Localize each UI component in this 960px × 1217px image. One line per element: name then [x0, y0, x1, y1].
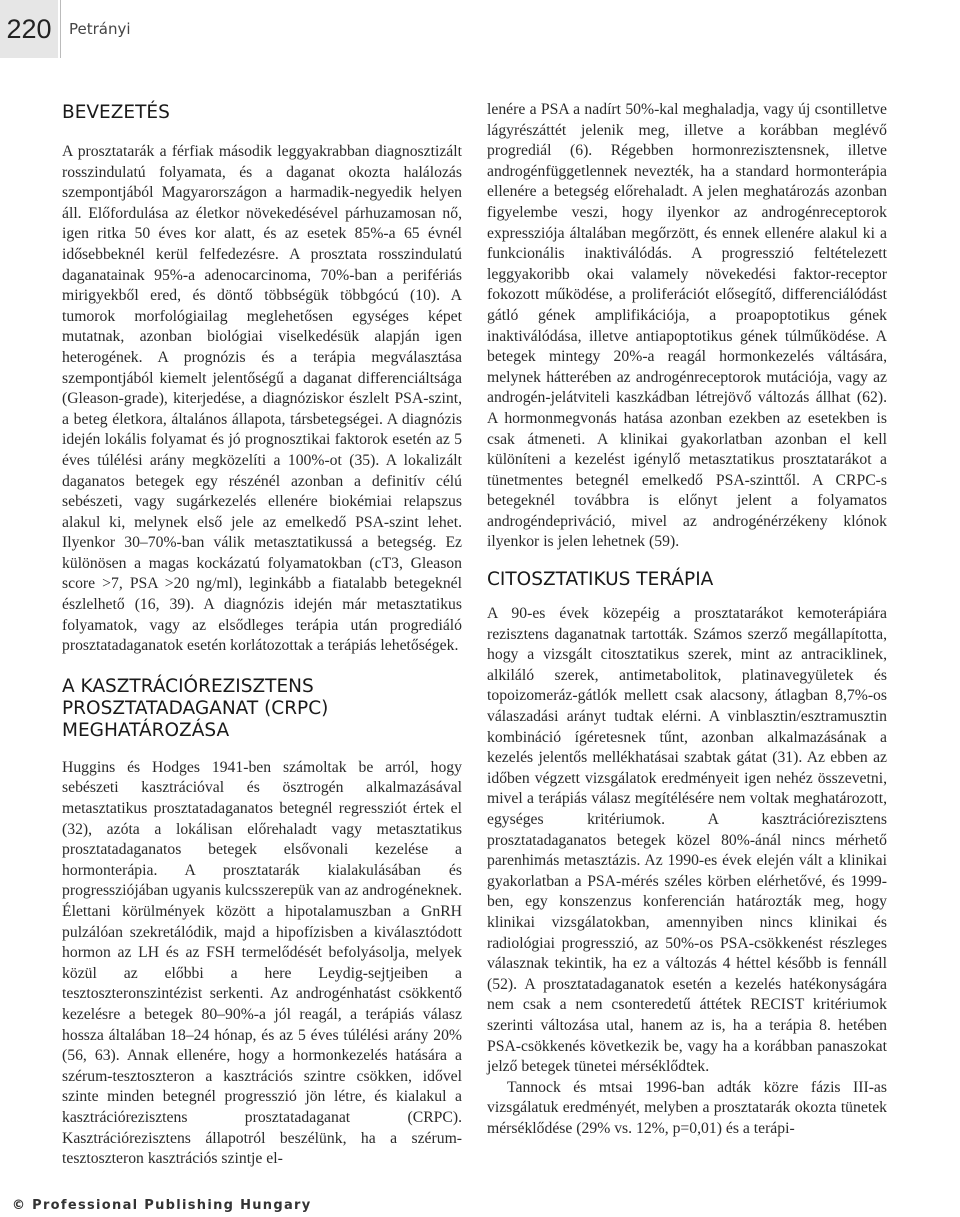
- paragraph-citosztatikus: A 90-es évek közepéig a prosztatarákot kemoterápiára rezisztens daganatnak tartották. Számos szerző megállapította, hogy a vizsgált citosztatikus szerek, mint az antraciklinek, alkiláló szerek, antimetabolitok, platinavegyületek és topoizomeráz-gátlók mellett csak alacsony, átlagban 8,7%-os válaszadási arányt tudtak elérni. A vinblasztin/esztramusztin kombináció ígéretesnek tűnt, azonban alkalmazásának a kezelés jelentős mellékhatásai szabtak gátat (31). Az ebben az időben végzett vizsgálatok eredményeit igen nehéz összevetni, mivel a terápiás válasz megítélésére nem voltak meghatározott, egységes kritériumok. A kasztrációrezisztens prosztatadaganatos betegek közel 80%-ánál nincs mérhető parenhimás metasztázis. Az 1990-es évek elején vált a klinikai gyakorlatban a PSA-mérés széles körben elérhetővé, és 1999-ben, egy konszenzus konferencián határozták meg, hogy klinikai vizsgálatokban, amennyiben nincs klinikai és radiológiai progresszió, az 50%-os PSA-csökkenést részleges válasznak tekintik, ha ez a változás 4 héttel később is fennáll (52). A prosztatadaganatok esetén a kezelés hatékonyságára nem csak a nem csonteredetű áttétek RECIST kritériumok szerinti változása utal, hanem az is, ha a terápia 8. hetében PSA-csökkenés következik be, vagy ha a korábban panaszokat jelző betegek tünetei mérséklődtek.: [487, 605, 887, 1076]
- footer-copyright: © Professional Publishing Hungary: [12, 1198, 312, 1213]
- right-column: [487, 100, 887, 1140]
- section-heading-bevezetes: BEVEZETÉS: [62, 102, 170, 123]
- paragraph-intro: A prosztatarák a férfiak második leggyakrabban diagnosztizált rosszindulatú folyamata, és a daganat okozta halálozás szempontjából Magyarországon a harmadik-negyedik helyen áll. Előfordulása az életkor növekedésével párhuzamosan nő, igen ritka 50 éves kor alatt, és az esetek 85%-a 65 évnél idősebbeknél kerül felfedezésre. A prosztata rosszindulatú daganatainak 95%-a adenocarcinoma, 70%-ban a perifériás mirigyekből ered, és döntő többségük többgócú (10). A tumorok morfológiailag meglehetősen egységes képet mutatnak, azonban biológiai viselkedésük alapján igen heterogének. A prognózis és a terápia megválasztása szempontjából kiemelt jelentőségű a daganat differenciáltsága (Gleason-grade), kiterjedése, a diagnóziskor észlelt PSA-szint, a beteg életkora, általános állapota, társbetegségei. A diagnózis idején lokális folyamat és jó prognosztikai faktorok esetén az 5 éves túlélési arány megközelíti a 100%-ot (35). A lokalizált daganatos betegek egy részénél azonban a definitív célú sebészeti, vagy sugárkezelés ellenére biokémiai relapszus alakul ki, melynek első jele az emelkedő PSA-szint lehet. Ilyenkor 30–70%-ban válik metasztatikussá a betegség. Ez különösen a magas kockázatú folyamatokban (cT3, Gleason score >7, PSA >20 ng/ml), leginkább a fiatalabb betegeknél észlelhető (16, 39). A diagnózis idején már metasztatikus folyamatok, vagy az elsődleges terápia után progrediáló prosztatadaganatok esetén korlátozottak a terápiás lehetőségek.: [62, 143, 462, 655]
- running-header-author: Petrányi: [69, 20, 131, 38]
- left-column: [62, 100, 462, 1170]
- section-heading-crpc: [62, 676, 462, 742]
- paragraph-crpc-continued: lenére a PSA a nadírt 50%-kal meghaladja, vagy új csontilletve lágyrészáttét jelenik meg, illetve a korábban meglévő progrediál (6). Régebben hormonrezisztensnek, illetve androgénfüggetlennek nevezték, ha a standard hormonterápia ellenére a betegség előrehaladt. A jelen meghatározás azonban figyelembe veszi, hogy ilyenkor az androgénreceptorok expressziója általában megőrzött, és ennek ellenére alakul ki a funkcionális inaktiválódás. A progresszió feltételezett leggyakoribb okai valamely növekedési faktor-receptor fokozott működése, a proliferációt elősegítő, differenciálódást gátló gének amplifikációja, a proapoptotikus gének inaktiválódása, illetve antiapoptotikus gének túlműködése. A betegek mintegy 20%-a reagál hormonkezelés váltására, melynek hátterében az androgénreceptorok mutációja, vagy az androgén-jelátviteli kaszkádban létrejövő változás állhat (62). A hormonmegvonás hatása azonban ezekben az esetekben is csak átmeneti. A klinikai gyakorlatban azonban el kell különíteni a kezelést igénylő metasztatikus prosztatarákot a tünetmentes betegnél emelkedő PSA-szinttől. A CRPC-s betegeknél továbbra is előnyt jelent a folyamatos androgéndepriváció, mivel az androgénérzékeny klónok ilyenkor is jelen lehetnek (59).: [487, 101, 887, 551]
- paragraph-tannock: Tannock és mtsai 1996-ban adták közre fázis III-as vizsgálatuk eredményét, melyben a prosztatarák okozta tünetek mérséklődése (29% vs. 12%, p=0,01) és a terápi-: [487, 1078, 887, 1137]
- section-heading-citosztatikus: CITOSZTATIKUS TERÁPIA: [487, 569, 714, 591]
- header-divider: [60, 0, 61, 58]
- section-heading-crpc-line-1: A KASZTRÁCIÓREZISZTENS: [62, 675, 314, 697]
- section-heading-crpc-line-2: PROSZTATADAGANAT (CRPC) MEGHATÁROZÁSA: [62, 697, 329, 741]
- page-number: 220: [0, 0, 58, 58]
- paragraph-crpc: Huggins és Hodges 1941-ben számoltak be arról, hogy sebészeti kasztrációval és ösztrogén alkalmazásával metasztatikus prosztatadaganatos betegnél regressziót értek el (32), azóta a lokálisan előrehaladt vagy metasztatikus prosztatadaganatos betegek elsővonali kezelése a hormonterápia. A prosztatarák kialakulásában és progressziójában ugyanis kulcsszerepük van az androgéneknek. Élettani körülmények között a hipotalamuszban a GnRH pulzálóan szekretálódik, majd a hipofízisben a kiválasztódott hormon az LH és az FSH termelődését befolyásolja, melyek közül az előbbi a here Leydig-sejtjeiben a tesztoszteronszintézist serkenti. Az androgénhatást csökkentő kezelésre a betegek 80–90%-a jól reagál, a terápiás válasz hossza általában 18–24 hónap, és az 5 éves túlélési arány 20% (56, 63). Annak ellenére, hogy a hormonkezelés hatására a szérum-tesztoszteron a kasztrációs szintre csökken, idővel szinte minden betegnél progresszió jön létre, és kialakul a kasztrációrezisztens prosztatadaganat (CRPC). Kasztrációrezisztens állapotról beszélünk, ha a szérum-tesztoszteron kasztrációs szintje el-: [62, 758, 462, 1168]
